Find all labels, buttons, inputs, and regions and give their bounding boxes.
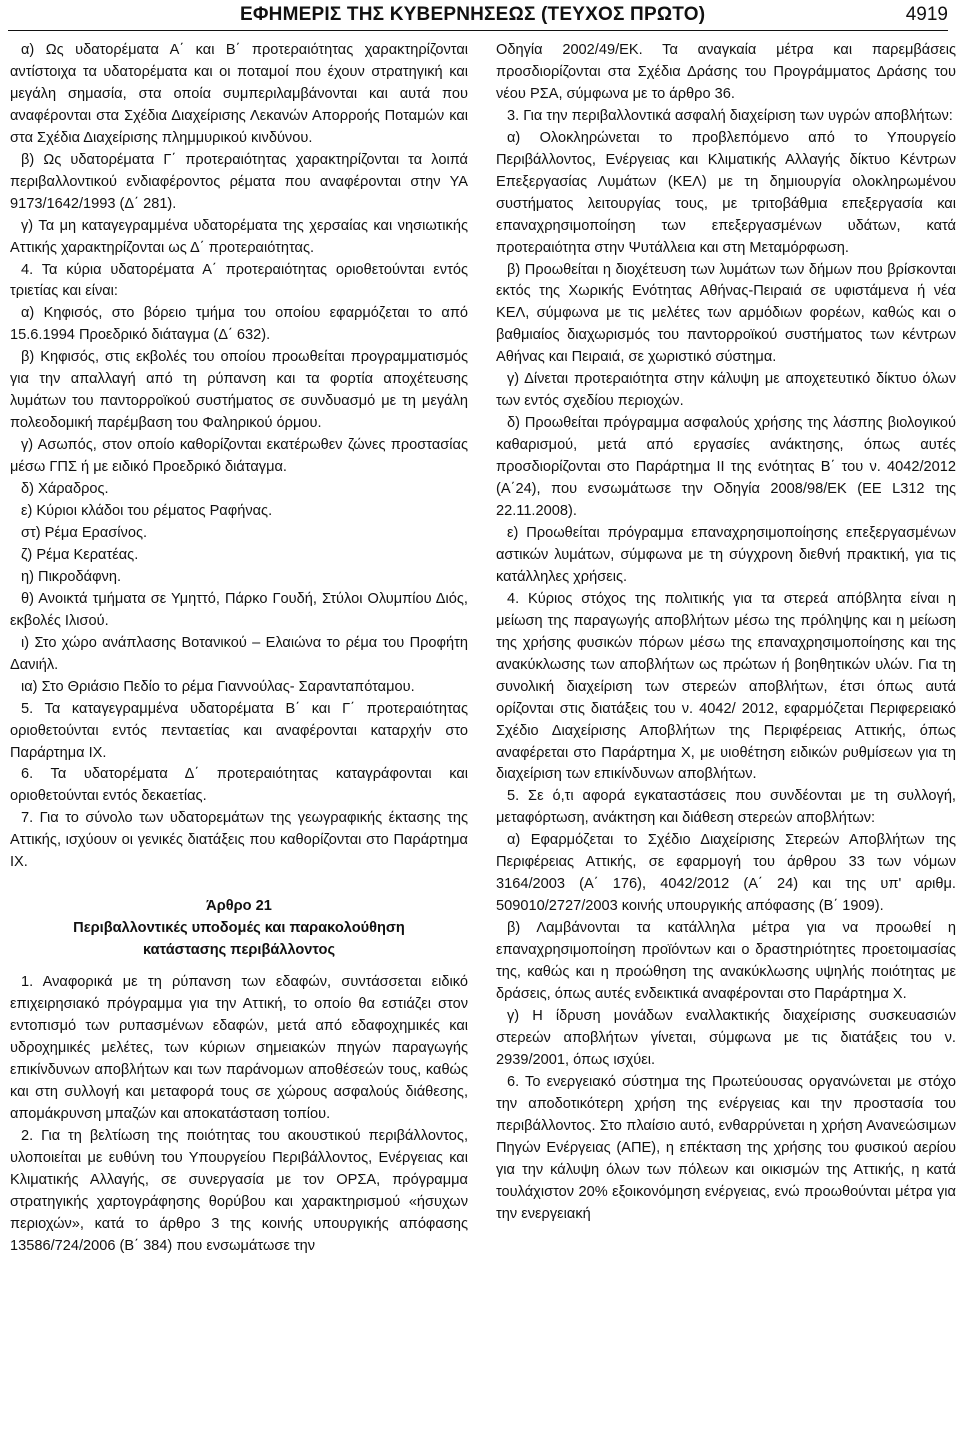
paragraph: 6. Το ενεργειακό σύστημα της Πρωτεύουσας οργανώνεται με στόχο την αποδοτικότερη χρήση της ενέργειας και την προστασία του περιβάλλοντος. Στο πλαίσιο αυτό, ενθαρρύνεται η χρήση Ανανεώσιμων Πηγών Ενέργειας (ΑΠΕ), η επέκταση της χρήσης του φυσικού αερίου για την κάλυψη όλων των πόλεων και οικισμών της Αττικής, η κατά τουλάχιστον 20% εξοικονόμηση ενέργειας, ενώ προωθούνται μέτρα για την ενεργειακή <box>496 1073 956 1222</box>
paragraph: 2. Για τη βελτίωση της ποιότητας του ακουστικού περιβάλλοντος, υλοποιείται με ευθύνη του Υπουργείου Περιβάλλοντος, Ενέργειας και Κλιματικής Αλλαγής, σε συνεργασία με τον ΟΡΣΑ, πρόγραμμα στρατηγικής χαρτογράφησης θορύβου και χαρακτηρισμού «ήσυχων περιοχών», κατά το άρθρο 3 της κοινής υπουργικής απόφασης 13586/724/2006 (Β΄ 384) που ενσωμάτωσε την <box>10 1127 468 1254</box>
paragraph: δ) Χάραδρος. <box>21 481 109 498</box>
page-number: 4919 <box>905 4 948 25</box>
article-title: Άρθρο 21 <box>206 898 272 915</box>
paragraph: 5. Τα καταγεγραμμένα υδατορέματα Β΄ και Γ΄ προτεραιότητας οριοθετούνται εντός πενταετίας και αναφέρονται καταρχήν στο Παράρτημα ΙΧ. <box>10 700 468 761</box>
paragraph: γ) Ασωπός, στον οποίο καθορίζονται εκατέρωθεν ζώνες προστασίας μέσω ΓΠΣ ή με ειδικό Προεδρικό διάταγμα. <box>10 437 468 476</box>
paragraph: 4. Κύριος στόχος της πολιτικής για τα στερεά απόβλητα είναι η μείωση της παραγωγής αποβλήτων μέσω της πρόληψης και η μείωση της χρήσης φυσικών πόρων μέσω της επαναχρησιμοποίησης και της ανακύκλωσης των αποβλήτων ως πρώτων ή βοηθητικών υλών. Για τη συνολική διαχείριση των στερεών αποβλήτων, έτσι όπως αυτά ορίζονται στις διατάξεις του ν. 4042/ 2012, εφαρμόζεται Περιφερειακό Σχέδιο Διαχείρισης Αποβλήτων της Περιφέρειας Αττικής, όπως αναφέρεται στο Παράρτημα Χ, με υιοθέτηση ειδικών ρυθμίσεων για τη διαχείριση των επικίνδυνων αποβλήτων. <box>496 590 956 783</box>
paragraph: 7. Για το σύνολο των υδατορεμάτων της γεωγραφικής έκτασης της Αττικής, ισχύουν οι γενικές διατάξεις που καθορίζονται στο Παράρτημα ΙΧ. <box>10 810 468 871</box>
paragraph: 1. Αναφορικά με τη ρύπανση των εδαφών, συντάσσεται ειδικό επιχειρησιακό πρόγραμμα για την Αττική, το οποίο θα εστιάζει στον εντοπισμό των ρυπασμένων εδαφών, μετά από εδαφοχημικές και υδροχημικές μελέτες, των κύριων σημειακών πηγών παραγωγής επικίνδυνων αποβλήτων και των παράνομων αποθέσεών τους, καθώς και στη συλλογή και μεταφορά τους σε χώρους ασφαλούς διάθεσης, απομάκρυνση μπαζών και αποκατάσταση τοπίου. <box>10 974 468 1122</box>
paragraph: γ) Τα μη καταγεγραμμένα υδατορέματα της χερσαίας και νησιωτικής Αττικής χαρακτηρίζονται ως Δ΄ προτεραιότητας. <box>10 217 468 256</box>
right-column <box>496 40 956 1225</box>
paragraph: ζ) Ρέμα Κερατέας. <box>21 546 139 563</box>
paragraph: ε) Κύριοι κλάδοι του ρέματος Ραφήνας. <box>21 503 273 520</box>
paragraph: θ) Ανοικτά τμήματα σε Υμηττό, Πάρκο Γουδή, Στύλοι Ολυμπίου Διός, εκβολές Ιλισού. <box>10 590 468 629</box>
paragraph: γ) Δίνεται προτεραιότητα στην κάλυψη με αποχετευτικό δίκτυο όλων των εντός σχεδίου περιοχών. <box>496 371 956 410</box>
paragraph: στ) Ρέμα Ερασίνος. <box>21 524 148 541</box>
paragraph: ε) Προωθείται πρόγραμμα επαναχρησιμοποίησης επεξεργασμένων αστικών λυμάτων, σύμφωνα με τη σύγχρονη διεθνή πρακτική, για τις κατάλληλες χρήσεις. <box>496 524 956 585</box>
paragraph: 4. Τα κύρια υδατορέματα Α΄ προτεραιότητας οριοθετούνται εντός τριετίας και είναι: <box>10 261 468 300</box>
paragraph: α) Εφαρμόζεται το Σχέδιο Διαχείρισης Στερεών Αποβλήτων της Περιφέρειας Αττικής, σε εφαρμογή του άρθρου 33 των νόμων 3164/2003 (Α΄ 176), 4042/2012 (Α΄ 24) και της υπ' αριθμ. 509010/2727/2003 κοινής υπουργικής απόφασης (Β΄ 1909). <box>496 832 956 915</box>
paragraph: γ) Η ίδρυση μονάδων εναλλακτικής διαχείρισης συσκευασιών στερεών αποβλήτων γίνεται, σύμφωνα με τις διατάξεις του ν. 2939/2001, όπως ισχύει. <box>496 1007 956 1068</box>
paragraph: β) Κηφισός, στις εκβολές του οποίου προωθείται προγραμματισμός για την απαλλαγή από τη ρύπανση και τα φορτία αποχέτευσης λυμάτων του παντορροϊκού συστήματος σε συνδυασμό με τη μεγάλη πολεοδομική παρέμβαση του Φαληρικού όρμου. <box>10 349 468 432</box>
paragraph: α) Κηφισός, στο βόρειο τμήμα του οποίου εφαρμόζεται το από 15.6.1994 Προεδρικό διάταγμα (Δ΄ 632). <box>10 305 468 344</box>
paragraph: η) Πικροδάφνη. <box>21 568 122 585</box>
paragraph: β) Ως υδατορέματα Γ΄ προτεραιότητας χαρακτηρίζονται τα λοιπά περιβαλλοντικού ενδιαφέροντος ρέματα που αναφέρονται στην ΥΑ 9173/1642/1993 (Δ΄ 281). <box>10 151 468 212</box>
paragraph: ι) Στο χώρο ανάπλασης Βοτανικού – Ελαιώνα το ρέμα του Προφήτη Δανιήλ. <box>10 634 468 673</box>
paragraph: β) Λαμβάνονται τα κατάλληλα μέτρα για να προωθεί η επαναχρησιμοποίηση προϊόντων και ο δραστηριότητες προετοιμασίας της, καθώς και η προώθηση της ανακύκλωσης υψηλής ποιότητας με δράσεις, όπως αυτές ενδεικτικά αναφέρονται στο Παράρτημα Χ. <box>496 920 956 1002</box>
paragraph: δ) Προωθείται πρόγραμμα ασφαλούς χρήσης της λάσπης βιολογικού καθαρισμού, μετά από εργασίες ανάκτησης, όπως αυτές προσδιορίζονται στο Παράρτημα ΙΙ της ενότητας Β΄ του ν. 4042/2012 (Α΄24), που ενσωμάτωσε την Οδηγία 2008/98/ΕΚ (ΕΕ L312 της 22.11.2008). <box>496 415 956 520</box>
paragraph: 6. Τα υδατορέματα Δ΄ προτεραιότητας καταγράφονται και οριοθετούνται εντός δεκαετίας. <box>10 766 468 805</box>
left-column <box>10 40 468 1257</box>
page-header <box>8 0 948 31</box>
article-subtitle: Περιβαλλοντικές υποδομές και παρακολούθηση κατάστασης περιβάλλοντος <box>73 920 405 959</box>
paragraph: α) Ολοκληρώνεται το προβλεπόμενο από το Υπουργείο Περιβάλλοντος, Ενέργειας και Κλιματικής Αλλαγής δίκτυο Κέντρων Επεξεργασίας Λυμάτων (ΚΕΛ) με τη δημιουργία ολοκληρωμένου συστήματος λειτουργίας τους, με τριτοβάθμια επεξεργασία και επαναχρησιμοποίηση των επεξεργασμένων υδάτων, κατά προτεραιότητα στην Ψυτάλλεια και στη Μεταμόρφωση. <box>496 129 956 256</box>
paragraph: α) Ως υδατορέματα Α΄ και Β΄ προτεραιότητας χαρακτηρίζονται αντίστοιχα τα υδατορέματα και οι ποταμοί που έχουν στρατηγική και μεγάλη σημασία, στα οποία συμπεριλαμβάνονται και αυτά που αναφέρονται στα Σχέδια Διαχείρισης Λεκανών Απορροής Ποταμών και στα Σχέδια Διαχείρισης πλημμυρικού κινδύνου. <box>10 42 468 146</box>
paragraph: ια) Στο Θριάσιο Πεδίο το ρέμα Γιαννούλας- Σαρανταπόταμου. <box>21 678 415 695</box>
paragraph: β) Προωθείται η διοχέτευση των λυμάτων των δήμων που βρίσκονται εκτός της Χωρικής Ενότητας Αθήνας-Πειραιά σε υφιστάμενα ή νέα ΚΕΛ, σύμφωνα με τις μελέτες των αρμόδιων φορέων, καθώς και ο βαθμιαίος διαχωρισμός του παντορροϊκού συστήματος των κέντρων Αθήνας και Πειραιά, σε χωριστικό σύστημα. <box>496 261 956 366</box>
paragraph: Οδηγία 2002/49/ΕΚ. Τα αναγκαία μέτρα και παρεμβάσεις προσδιορίζονται στα Σχέδια Δράσης του Προγράμματος Δράσης του νέου ΡΣΑ, σύμφωνα με το άρθρο 36. <box>496 42 956 102</box>
paragraph: 5. Σε ό,τι αφορά εγκαταστάσεις που συνδέονται με τη συλλογή, μεταφόρτωση, ανάκτηση και διάθεση στερεών αποβλήτων: <box>496 788 956 827</box>
paragraph: 3. Για την περιβαλλοντικά ασφαλή διαχείριση των υγρών αποβλήτων: <box>507 107 953 124</box>
gazette-title: ΕΦΗΜΕΡΙΣ ΤΗΣ ΚΥΒΕΡΝΗΣΕΩΣ (ΤΕΥΧΟΣ ΠΡΩΤΟ) <box>240 4 706 25</box>
